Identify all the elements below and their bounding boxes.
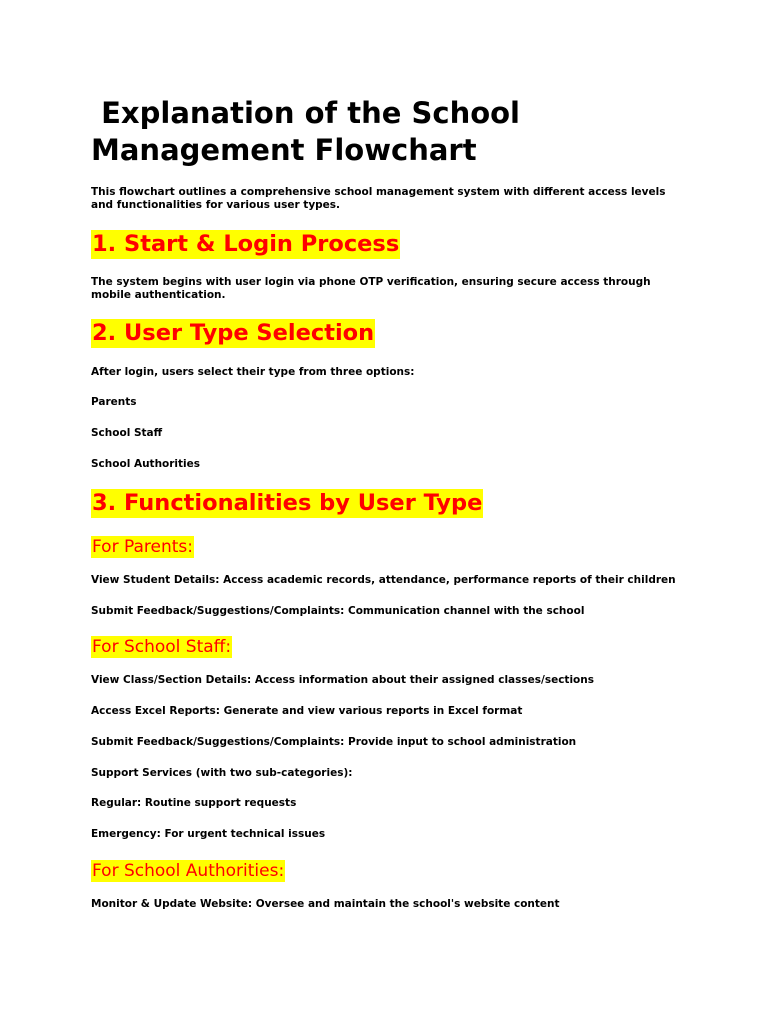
user-type-item-parents: Parents	[91, 396, 137, 408]
section-heading-user-type: 2. User Type Selection	[92, 320, 375, 346]
staff-item-feedback: Submit Feedback/Suggestions/Complaints: Provide input to school administration	[91, 736, 577, 748]
user-type-item-authorities: School Authorities	[91, 458, 201, 470]
user-type-item-staff: School Staff	[91, 427, 163, 439]
parents-item-view-student: View Student Details: Access academic records, attendance, performance reports of their children	[91, 574, 676, 586]
staff-item-regular: Regular: Routine support requests	[91, 797, 297, 809]
intro-paragraph: This flowchart outlines a comprehensive school management system with different access levels and functionalities for various user types.	[91, 186, 666, 211]
document-title: Explanation of the School Management Flowchart	[91, 96, 531, 167]
staff-item-class-details: View Class/Section Details: Access information about their assigned classes/sections	[91, 674, 594, 686]
subheading-authorities: For School Authorities:	[92, 861, 285, 881]
staff-item-emergency: Emergency: For urgent technical issues	[91, 828, 326, 840]
user-type-paragraph: After login, users select their type from three options:	[91, 366, 415, 378]
section-heading-login: 1. Start & Login Process	[92, 231, 400, 257]
staff-item-excel-reports: Access Excel Reports: Generate and view various reports in Excel format	[91, 705, 523, 717]
login-paragraph: The system begins with user login via phone OTP verification, ensuring secure access through mobile authentication.	[91, 276, 651, 301]
parents-item-feedback: Submit Feedback/Suggestions/Complaints: Communication channel with the school	[91, 605, 585, 617]
authorities-item-website: Monitor & Update Website: Oversee and maintain the school's website content	[91, 898, 560, 910]
subheading-parents: For Parents:	[92, 537, 193, 557]
section-heading-functionalities: 3. Functionalities by User Type	[92, 490, 483, 516]
staff-item-support-services: Support Services (with two sub-categories):	[91, 767, 353, 779]
subheading-staff: For School Staff:	[92, 637, 232, 657]
